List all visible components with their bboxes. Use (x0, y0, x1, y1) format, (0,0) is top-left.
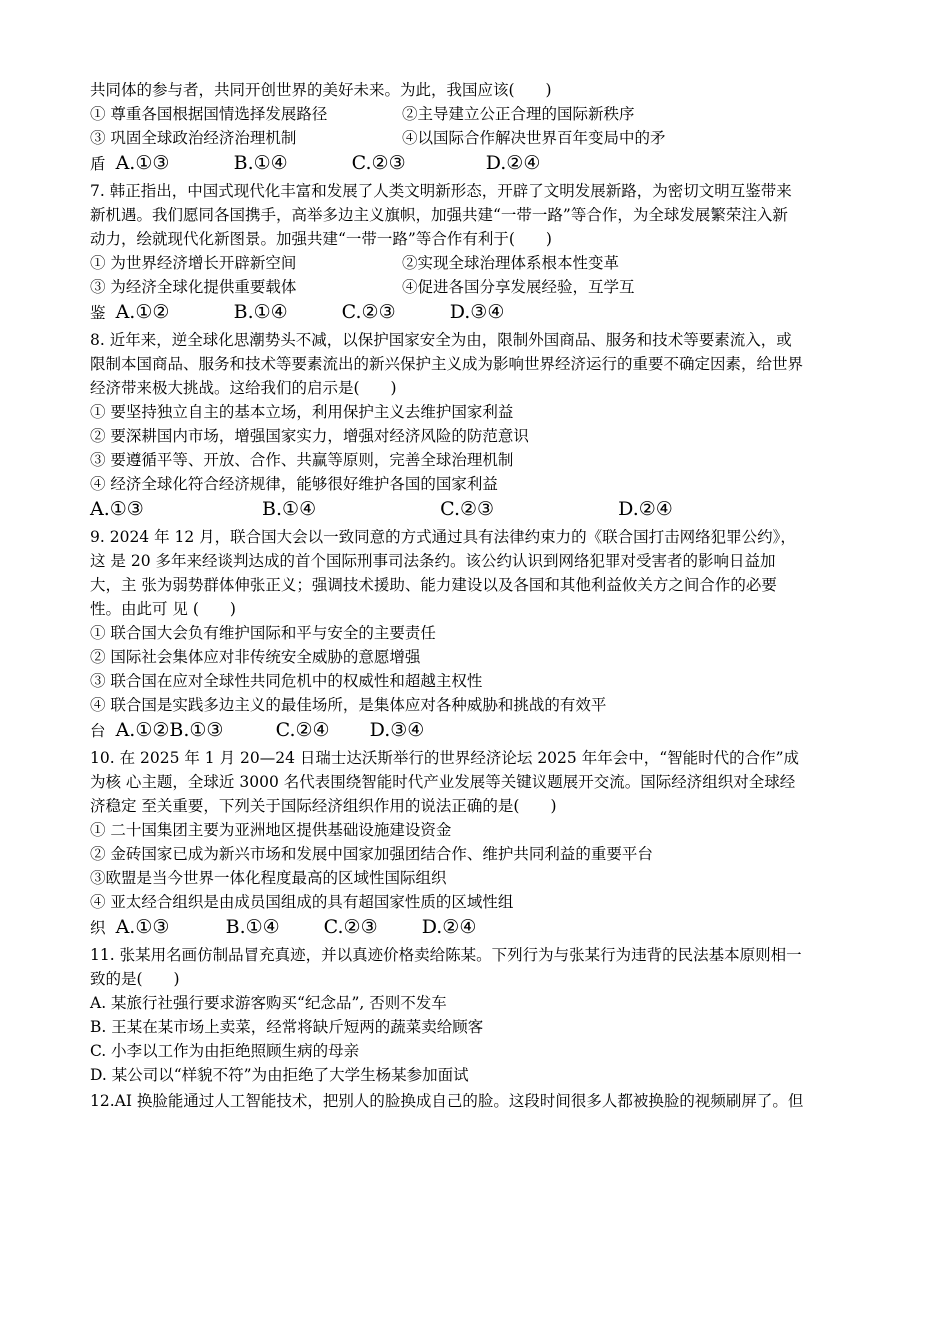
choice-b[interactable]: B.①④ (233, 301, 288, 323)
option-1: ① 二十国集团主要为亚洲地区提供基础设施建设资金 (90, 821, 452, 839)
question-stem: 济稳定 至关重要，下列关于国际经济组织作用的说法正确的是( ) (90, 797, 557, 815)
option-2: ② 金砖国家已成为新兴市场和发展中国家加强团结合作、维护共同利益的重要平台 (90, 845, 653, 863)
question-11 (90, 943, 880, 1087)
option-3: ③ 联合国在应对全球性共同危机中的权威性和超越主权性 (90, 672, 483, 690)
choice-d[interactable]: D.②④ (485, 152, 541, 174)
choice-c[interactable]: C.②③ (351, 152, 406, 174)
question-stem: 动力，绘就现代化新图景。加强共建“一带一路”等合作有利于( ) (90, 230, 552, 248)
question-stem: 限制本国商品、服务和技术等要素流出的新兴保护主义成为影响世界经济运行的重要不确定因素，给世界 (90, 355, 804, 373)
choice-b[interactable]: B.①④ (262, 498, 317, 520)
choice-d[interactable]: D.③④ (369, 719, 425, 741)
answer-choices (90, 717, 880, 743)
option-row (90, 126, 880, 150)
option-1: ① 联合国大会负有维护国际和平与安全的主要责任 (90, 624, 436, 642)
question-stem: 为核 心主题，全球近 3000 名代表围绕智能时代产业发展等关键议题展开交流。国际经济组织对全球经 (90, 773, 796, 791)
choice-c[interactable]: C.②④ (275, 719, 330, 741)
question-10 (90, 746, 880, 940)
question-stem: 9. 2024 年 12 月，联合国大会以一致同意的方式通过具有法律约束力的《联合国打击网络犯罪公约》， (90, 528, 796, 546)
option-4: ④ 经济全球化符合经济规律，能够很好维护各国的国家利益 (90, 475, 498, 493)
option-row (90, 251, 880, 275)
question-stem: 新机遇。我们愿同各国携手，高举多边主义旗帜，加强共建“一带一路”等合作，为全球发展繁荣注入新 (90, 206, 788, 224)
question-8 (90, 328, 880, 522)
option-4-continued: 织 (90, 919, 106, 937)
option-1: ① 尊重各国根据国情选择发展路径 (90, 105, 328, 123)
question-stem: 10. 在 2025 年 1 月 20—24 日瑞士达沃斯举行的世界经济论坛 2025 年年会中，“智能时代的合作”成 (90, 749, 800, 767)
question-9 (90, 525, 880, 743)
question-stem: 这 是 20 多年来经谈判达成的首个国际刑事司法条约。该公约认识到网络犯罪对受害者的影响日益加 (90, 552, 776, 570)
answer-choices (90, 914, 880, 940)
option-4-continued: 鉴 (90, 304, 106, 322)
option-row (90, 102, 880, 126)
choice-d[interactable]: D. 某公司以“样貌不符”为由拒绝了大学生杨某参加面试 (90, 1066, 469, 1084)
question-stem: 11. 张某用名画仿制品冒充真迹，并以真迹价格卖给陈某。下列行为与张某行为违背的民法基本原则相一 (90, 946, 802, 964)
option-2: ②主导建立公正合理的国际新秩序 (402, 105, 635, 123)
option-4-continued: 台 (90, 722, 106, 740)
option-3: ③ 为经济全球化提供重要载体 (90, 278, 297, 296)
option-3: ③ 巩固全球政治经济治理机制 (90, 129, 297, 147)
choice-a[interactable]: A.①③ (115, 916, 170, 938)
option-3: ③ 要遵循平等、开放、合作、共赢等原则，完善全球治理机制 (90, 451, 514, 469)
question-stem: 致的是( ) (90, 970, 180, 988)
option-3: ③欧盟是当今世界一体化程度最高的区域性国际组织 (90, 869, 447, 887)
question-7 (90, 179, 880, 325)
choice-c[interactable]: C. 小李以工作为由拒绝照顾生病的母亲 (90, 1042, 360, 1060)
option-2: ②实现全球治理体系根本性变革 (402, 254, 620, 272)
question-stem: 经济带来极大挑战。这给我们的启示是( ) (90, 379, 397, 397)
choice-b[interactable]: B.①④ (233, 152, 288, 174)
question-stem: 7. 韩正指出，中国式现代化丰富和发展了人类文明新形态，开辟了文明发展新路，为密切文明互鉴带来 (90, 182, 792, 200)
choice-c[interactable]: C.②③ (341, 301, 396, 323)
option-4: ④ 联合国是实践多边主义的最佳场所，是集体应对各种威胁和挑战的有效平 (90, 696, 607, 714)
choice-c[interactable]: C.②③ (440, 498, 495, 520)
answer-choices (90, 496, 880, 522)
option-1: ① 要坚持独立自主的基本立场，利用保护主义去维护国家利益 (90, 403, 514, 421)
question-stem: 性。由此可 见 ( ) (90, 600, 236, 618)
choice-d[interactable]: D.③④ (449, 301, 505, 323)
question-6 (90, 78, 880, 176)
option-4: ④促进各国分享发展经验，互学互 (402, 278, 635, 296)
question-stem: 共同体的参与者，共同开创世界的美好未来。为此，我国应该( ) (90, 81, 552, 99)
question-stem: 12.AI 换脸能通过人工智能技术，把别人的脸换成自己的脸。这段时间很多人都被换脸的视频刷屏了。但 (90, 1092, 804, 1110)
option-row (90, 275, 880, 299)
option-4: ④以国际合作解决世界百年变局中的矛 (402, 129, 666, 147)
choice-a[interactable]: A. 某旅行社强行要求游客购买“纪念品”, 否则不发车 (90, 994, 447, 1012)
choice-b[interactable]: B.①④ (225, 916, 280, 938)
choice-a[interactable]: A.①③ (115, 152, 170, 174)
choice-a-b[interactable]: A.①②B.①③ (115, 719, 224, 741)
answer-choices (90, 150, 880, 176)
option-4: ④ 亚太经合组织是由成员国组成的具有超国家性质的区域性组 (90, 893, 514, 911)
exam-page (90, 78, 880, 1115)
choice-c[interactable]: C.②③ (323, 916, 378, 938)
option-1: ① 为世界经济增长开辟新空间 (90, 254, 297, 272)
choice-a[interactable]: A.①② (115, 301, 170, 323)
question-stem: 8. 近年来，逆全球化思潮势头不减，以保护国家安全为由，限制外国商品、服务和技术等要素流入，或 (90, 331, 792, 349)
option-2: ② 国际社会集体应对非传统安全威胁的意愿增强 (90, 648, 421, 666)
option-4-continued: 盾 (90, 155, 106, 173)
choice-d[interactable]: D.②④ (618, 498, 673, 520)
question-stem: 大，主 张为弱势群体伸张正义；强调技术援助、能力建设以及各国和其他利益攸关方之间合作的必要 (90, 576, 777, 594)
option-2: ② 要深耕国内市场，增强国家实力，增强对经济风险的防范意识 (90, 427, 529, 445)
answer-choices (90, 299, 880, 325)
choice-b[interactable]: B. 王某在某市场上卖菜，经常将缺斤短两的蔬菜卖给顾客 (90, 1018, 484, 1036)
choice-d[interactable]: D.②④ (421, 916, 477, 938)
choice-a[interactable]: A.①③ (90, 498, 144, 520)
question-12 (90, 1089, 880, 1113)
